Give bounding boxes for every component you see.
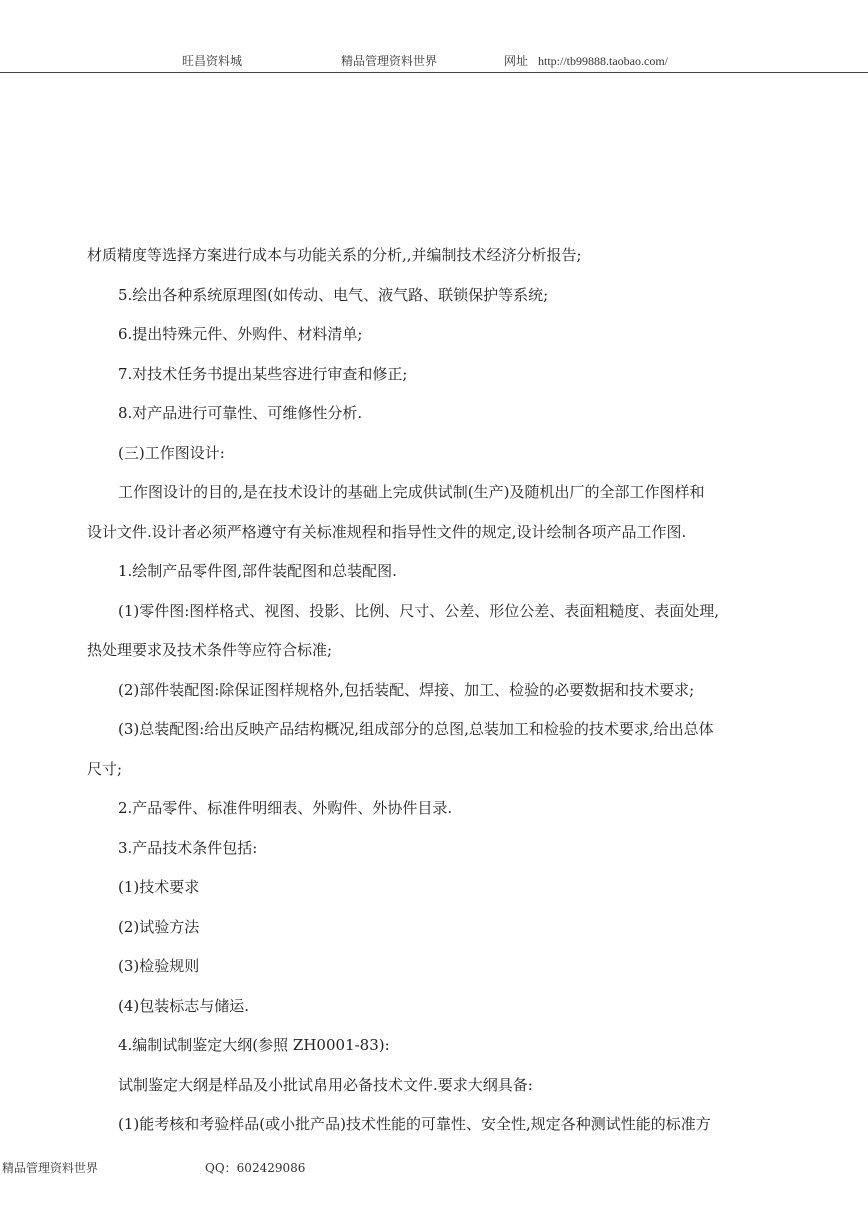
body-paragraph-line: (1)能考核和考验样品(或小批产品)技术性能的可靠性、安全性,规定各种测试性能的标准方 [118, 1115, 711, 1133]
body-paragraph-line: (3)检验规则 [118, 957, 200, 975]
footer-site-name: 精品管理资料世界 [2, 1161, 99, 1175]
body-paragraph-line: 4.编制试制鉴定大纲(参照 ZH0001-83): [118, 1036, 390, 1054]
body-paragraph-line: 设计文件.设计者必须严格遵守有关标准规程和指导性文件的规定,设计绘制各项产品工作图. [87, 522, 687, 541]
body-paragraph-line: 5.绘出各种系统原理图(如传动、电气、液气路、联锁保护等系统; [118, 285, 549, 304]
header-site-name: 精品管理资料世界 [341, 54, 438, 68]
body-paragraph-line: 工作图设计的目的,是在技术设计的基础上完成供试制(生产)及随机出厂的全部工作图样和 [118, 483, 705, 501]
body-paragraph-line: (4)包装标志与储运. [118, 996, 250, 1015]
header-url-link[interactable]: http://tb99888.taobao.com/ [538, 54, 668, 68]
body-paragraph-line: (1)零件图:图样格式、视图、投影、比例、尺寸、公差、形位公差、表面粗糙度、表面处理, [118, 601, 720, 620]
body-paragraph-line: 3.产品技术条件包括: [118, 838, 258, 857]
body-paragraph-line: 7.对技术任务书提出某些容进行审查和修正; [118, 364, 408, 383]
body-paragraph-line: (2)试验方法 [118, 917, 200, 936]
page-header [0, 0, 868, 73]
body-paragraph-line: 6.提出特殊元件、外购件、材料清单; [118, 325, 363, 343]
header-shop-name: 旺昌资料城 [182, 54, 243, 68]
body-paragraph-line: 8.对产品进行可靠性、可维修性分析. [118, 404, 363, 422]
body-paragraph-line: 材质精度等选择方案进行成本与功能关系的分析,,并编制技术经济分析报告; [87, 246, 582, 264]
body-paragraph-line: (三)工作图设计: [118, 443, 225, 462]
document-body [87, 244, 767, 1153]
header-url-label: 网址 [504, 54, 529, 68]
body-paragraph-line: (2)部件装配图:除保证图样规格外,包括装配、焊接、加工、检验的必要数据和技术要求; [118, 680, 695, 699]
footer-qq: QQ：602429086 [205, 1161, 306, 1175]
body-paragraph-line: 2.产品零件、标准件明细表、外购件、外协件目录. [118, 799, 453, 817]
page-footer [0, 1159, 868, 1179]
body-paragraph-line: 尺寸; [87, 759, 123, 778]
body-paragraph-line: 热处理要求及技术条件等应符合标准; [87, 641, 333, 659]
header-url-group [504, 54, 668, 68]
body-paragraph-line: 1.绘制产品零件图,部件装配图和总装配图. [118, 562, 397, 580]
body-paragraph-line: (3)总装配图:给出反映产品结构概况,组成部分的总图,总装加工和检验的技术要求,给出总体 [118, 720, 714, 738]
body-paragraph-line: 试制鉴定大纲是样品及小批试帛用必备技术文件.要求大纲具备: [118, 1075, 533, 1094]
body-paragraph-line: (1)技术要求 [118, 878, 200, 896]
